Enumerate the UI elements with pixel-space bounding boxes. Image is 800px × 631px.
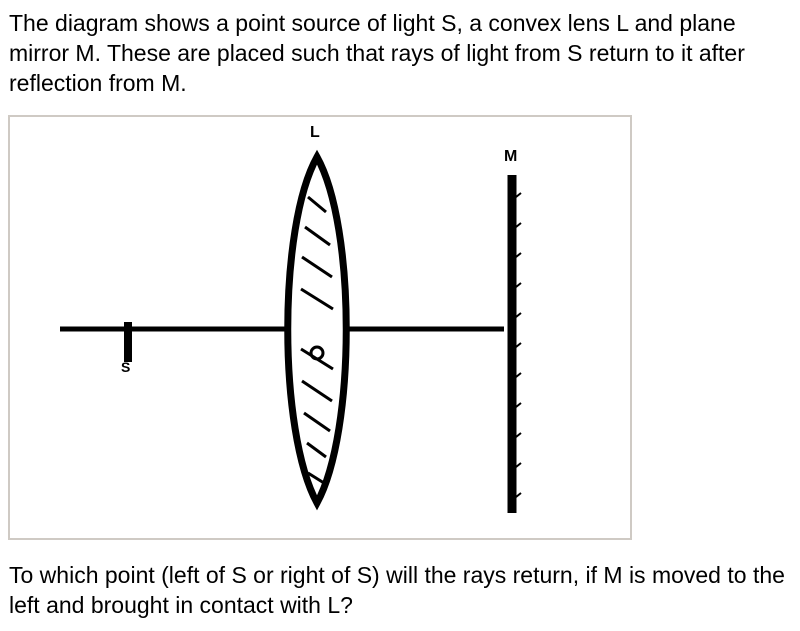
source-label: S <box>121 359 131 375</box>
optics-diagram-svg <box>10 117 630 538</box>
mirror-hatching <box>516 193 521 497</box>
optics-diagram <box>8 115 632 540</box>
question-prompt: To which point (left of S or right of S) will the rays return, if M is moved to the left and brought in contact with L? <box>9 562 785 618</box>
question-intro: The diagram shows a point source of light S, a convex lens L and plane mirror M. These are placed such that rays of light from S return to it after reflection from M. <box>9 10 745 96</box>
mirror-label: M <box>504 148 518 165</box>
lens-label: L <box>310 124 320 141</box>
